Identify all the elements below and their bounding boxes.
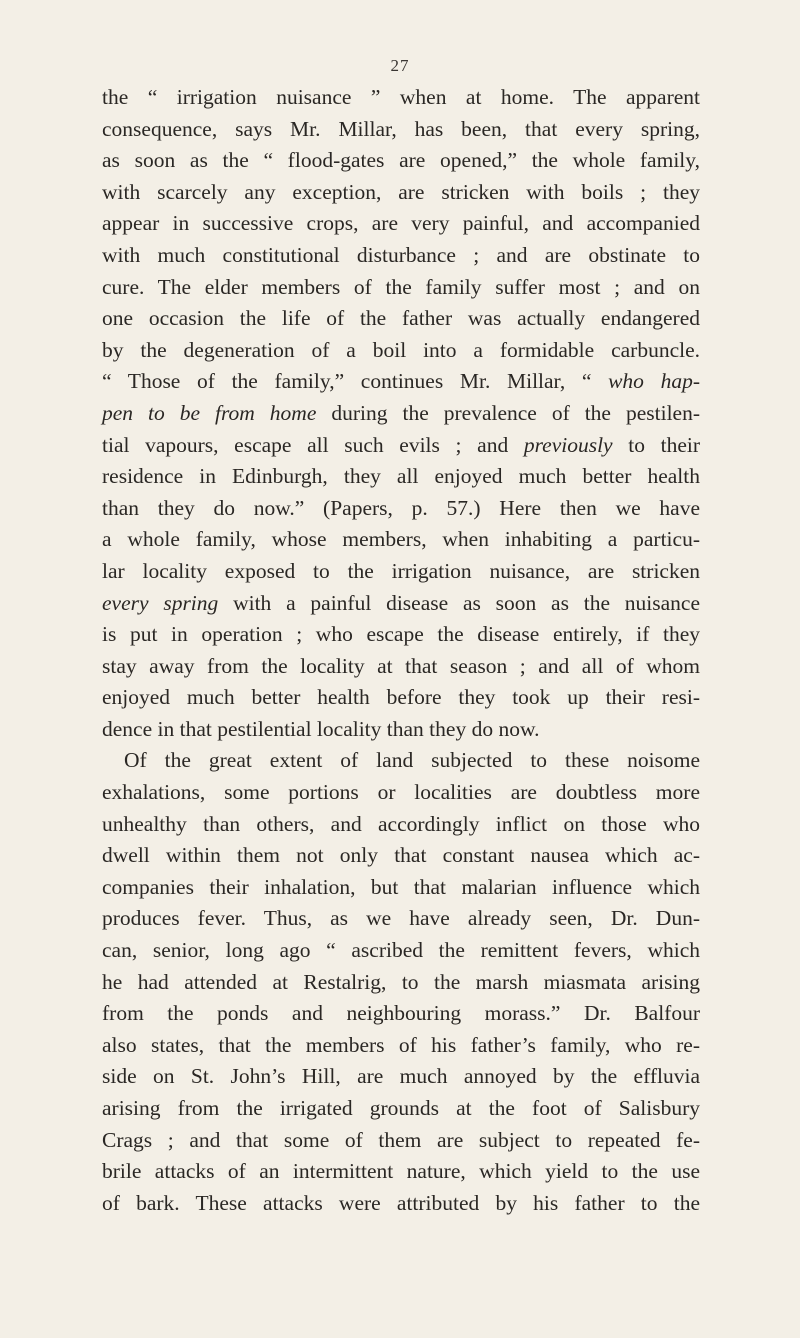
text-line: stay away from the locality at that season ; and all of whom — [102, 653, 700, 678]
text-line: appear in successive crops, are very painful, and accompanied — [102, 211, 700, 236]
text-line: with scarcely any exception, are stricken with boils ; they — [102, 179, 700, 204]
text-line: brile attacks of an intermittent nature, which yield to the use — [102, 1159, 700, 1184]
text-line: produces fever. Thus, as we have already seen, Dr. Dun- — [102, 906, 700, 931]
text-line: from the ponds and neighbouring morass.” Dr. Balfour — [102, 1001, 700, 1026]
text-line: a whole family, whose members, when inhabiting a particu- — [102, 527, 700, 552]
text-line: unhealthy than others, and accordingly inflict on those who — [102, 811, 700, 836]
text-line — [102, 398, 700, 430]
page-number: 27 — [390, 56, 410, 75]
italic-text: pen to be from home — [102, 400, 317, 425]
text-line: exhalations, some portions or localities are doubtless more — [102, 780, 700, 805]
text-line: dwell within them not only that constant nausea which ac- — [102, 843, 700, 868]
body-text — [102, 82, 700, 1219]
text-line: is put in operation ; who escape the disease entirely, if they — [102, 622, 700, 647]
text-segment: “ Those of the family,” continues Mr. Millar, “ — [102, 369, 609, 394]
text-line: also states, that the members of his father’s family, who re- — [102, 1032, 700, 1057]
italic-text: who hap- — [608, 369, 700, 394]
text-line: consequence, says Mr. Millar, has been, that every spring, — [102, 116, 700, 141]
text-line: he had attended at Restalrig, to the marsh miasmata arising — [102, 969, 700, 994]
text-line: lar locality exposed to the irrigation nuisance, are stricken — [102, 558, 700, 583]
text-line: arising from the irrigated grounds at the foot of Salisbury — [102, 1096, 700, 1120]
text-line: Of the great extent of land subjected to these noisome — [124, 748, 700, 773]
text-segment: during the prevalence of the pestilen- — [316, 400, 700, 425]
text-line — [102, 588, 700, 620]
text-line: companies their inhalation, but that malarian influence which — [102, 874, 700, 899]
text-line: the “ irrigation nuisance ” when at home. The apparent — [102, 85, 700, 109]
text-line: as soon as the “ flood-gates are opened,” the whole family, — [102, 148, 700, 173]
italic-text: every spring — [102, 590, 219, 615]
text-line: cure. The elder members of the family suffer most ; and on — [102, 274, 700, 299]
text-line: residence in Edinburgh, they all enjoyed much better health — [102, 464, 700, 489]
text-line: enjoyed much better health before they took up their resi- — [102, 685, 700, 710]
text-line — [102, 430, 700, 462]
text-line: one occasion the life of the father was actually endangered — [102, 306, 700, 331]
text-line: Crags ; and that some of them are subject to repeated fe- — [102, 1127, 700, 1152]
text-segment: with a painful disease as soon as the nuisance — [218, 590, 700, 615]
text-line: of bark. These attacks were attributed by his father to the — [102, 1190, 700, 1215]
text-line: can, senior, long ago “ ascribed the remittent fevers, which — [102, 938, 700, 963]
text-line: dence in that pestilential locality than they do now. — [102, 716, 540, 741]
text-segment: tial vapours, escape all such evils ; and — [102, 432, 524, 457]
text-line: side on St. John’s Hill, are much annoyed by the effluvia — [102, 1064, 700, 1089]
text-line — [102, 366, 700, 398]
text-line: with much constitutional disturbance ; and are obstinate to — [102, 242, 700, 267]
text-line: by the degeneration of a boil into a formidable carbuncle. — [102, 337, 700, 362]
italic-text: previously — [523, 432, 613, 457]
text-line: than they do now.” (Papers, p. 57.) Here then we have — [102, 495, 700, 520]
text-segment: to their — [612, 432, 701, 457]
